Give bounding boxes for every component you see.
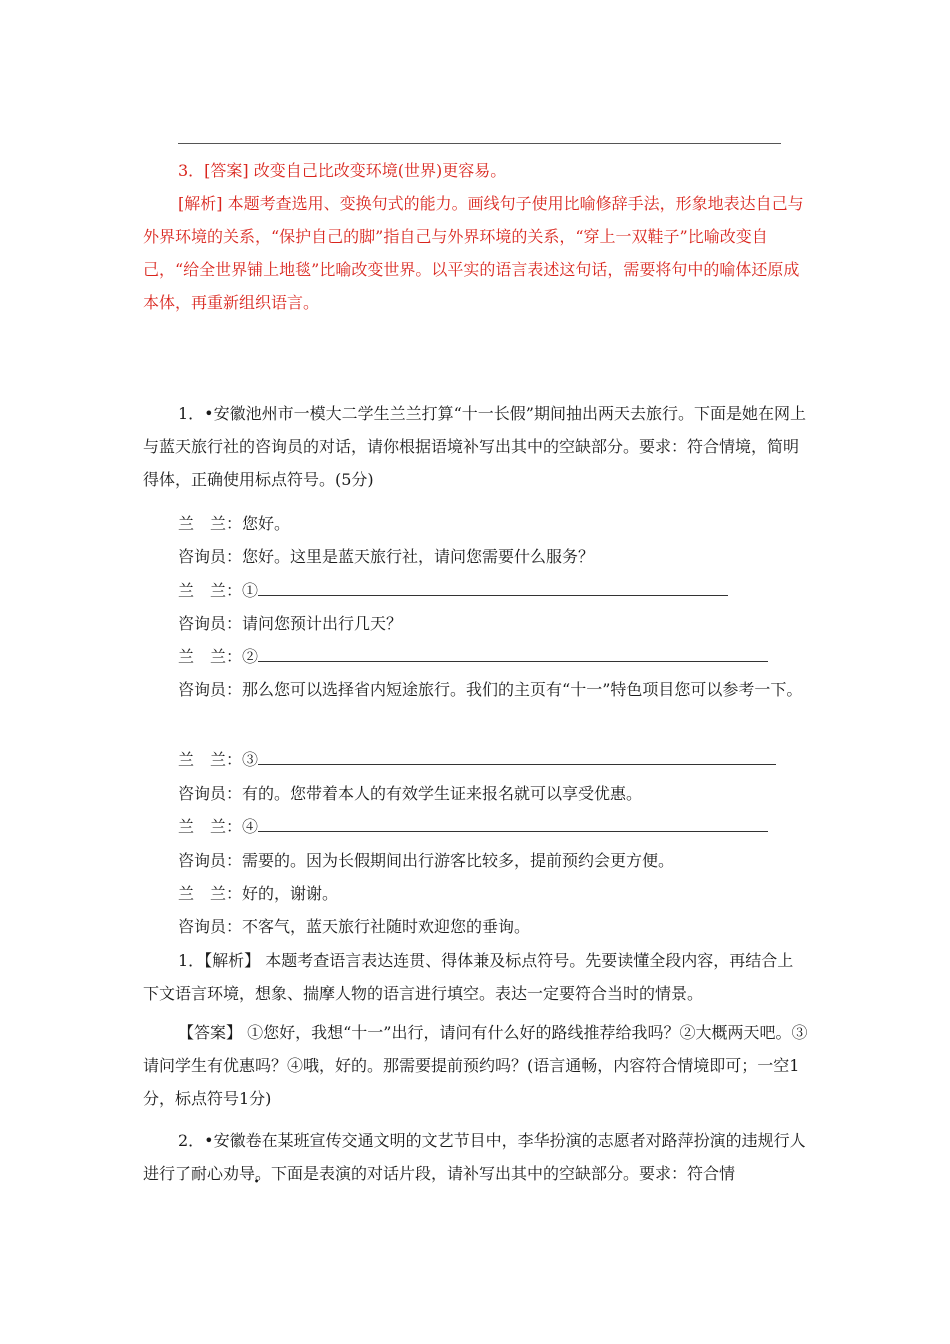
dialogue-line-4 <box>178 613 402 635</box>
dialogue-text: 好的，谢谢。 <box>242 884 339 903</box>
speaker-label: 兰 兰： <box>178 514 243 533</box>
blank-marker: ④ <box>242 817 259 836</box>
answer-blank-4[interactable] <box>258 816 768 832</box>
dialogue-line-6 <box>143 673 808 706</box>
speaker-label: 兰 兰： <box>178 647 243 666</box>
emphasized-word: 劝导 <box>223 1164 256 1183</box>
question-1-analysis: 1．【解析】 本题考查语言表达连贯、得体兼及标点符号。先要读懂全段内容，再结合上下文语言环境，想象、揣摩人物的语言进行填空。表达一定要符合当时的情景。 <box>143 951 794 1003</box>
answer-blank-1[interactable] <box>258 580 728 596</box>
answer-blank-2[interactable] <box>258 646 768 662</box>
dialogue-text: 您好。 <box>242 514 291 533</box>
dialogue-text: 不客气，蓝天旅行社随时欢迎您的垂询。 <box>242 917 531 936</box>
question-2-prompt: 2．•安徽卷在某班宣传交通文明的文艺节目中，李华扮演的志愿者对路萍扮演的违规行人进行了耐心劝导。下面是表演的对话片段，请补写出其中的空缺部分。要求：符合情 <box>143 1131 806 1183</box>
speaker-label: 兰 兰： <box>178 884 243 903</box>
answer-3-analysis: [解析] 本题考查选用、变换句式的能力。画线句子使用比喻修辞手法，形象地表达自己与外界环境的关系，“保护自己的脚”指自己与外界环境的关系，“穿上一双鞋子”比喻改变自己，“给全世界铺上地毯”比喻改变世界。以平实的语言表述这句话，需要将句中的喻体还原成本体，再重新组织语言。 <box>143 194 804 312</box>
dialogue-text: 您好。这里是蓝天旅行社，请问您需要什么服务？ <box>242 547 595 566</box>
question-1-prompt: 1．•安徽池州市一模大二学生兰兰打算“十一长假”期间抽出两天去旅行。下面是她在网上与蓝天旅行社的咨询员的对话，请你根据语境补写出其中的空缺部分。要求：符合情境，简明得体，正确使用标点符号。(5分) <box>143 404 806 489</box>
dialogue-line-12 <box>178 916 530 938</box>
dialogue-text: 那么您可以选择省内短途旅行。我们的主页有“十一”特色项目您可以参考一下。 <box>242 680 803 699</box>
dialogue-line-9 <box>178 816 768 838</box>
answer-underline-rule <box>178 143 781 144</box>
speaker-label: 咨询员： <box>178 851 243 870</box>
dialogue-line-8 <box>178 783 642 805</box>
dialogue-line-3 <box>178 580 728 602</box>
speaker-label: 兰 兰： <box>178 817 243 836</box>
dialogue-line-5 <box>178 646 768 668</box>
question-1-answer: 【答案】 ①您好，我想“十一”出行，请问有什么好的路线推荐给我吗？②大概两天吧。③请问学生有优惠吗？④哦，好的。那需要提前预约吗？(语言通畅，内容符合情境即可；一空1分，标点符号1分) <box>143 1023 808 1108</box>
dialogue-text: 有的。您带着本人的有效学生证来报名就可以享受优惠。 <box>242 784 643 803</box>
dialogue-line-1 <box>178 513 290 535</box>
speaker-label: 咨询员： <box>178 680 243 699</box>
speaker-label: 兰 兰： <box>178 581 243 600</box>
dialogue-line-2 <box>178 546 594 568</box>
speaker-label: 咨询员： <box>178 917 243 936</box>
blank-marker: ③ <box>242 750 259 769</box>
answer-blank-3[interactable] <box>258 749 776 765</box>
blank-marker: ② <box>242 647 259 666</box>
dialogue-line-10 <box>178 850 674 872</box>
speaker-label: 咨询员： <box>178 784 243 803</box>
blank-marker: ① <box>242 581 259 600</box>
dialogue-line-11 <box>178 883 338 905</box>
dialogue-text: 需要的。因为长假期间出行游客比较多，提前预约会更方便。 <box>242 851 675 870</box>
dialogue-text: 请问您预计出行几天？ <box>242 614 403 633</box>
speaker-label: 咨询员： <box>178 614 243 633</box>
speaker-label: 咨询员： <box>178 547 243 566</box>
speaker-label: 兰 兰： <box>178 750 243 769</box>
dialogue-line-7 <box>178 749 776 771</box>
answer-3-line: 3．[答案] 改变自己比改变环境(世界)更容易。 <box>178 161 507 180</box>
